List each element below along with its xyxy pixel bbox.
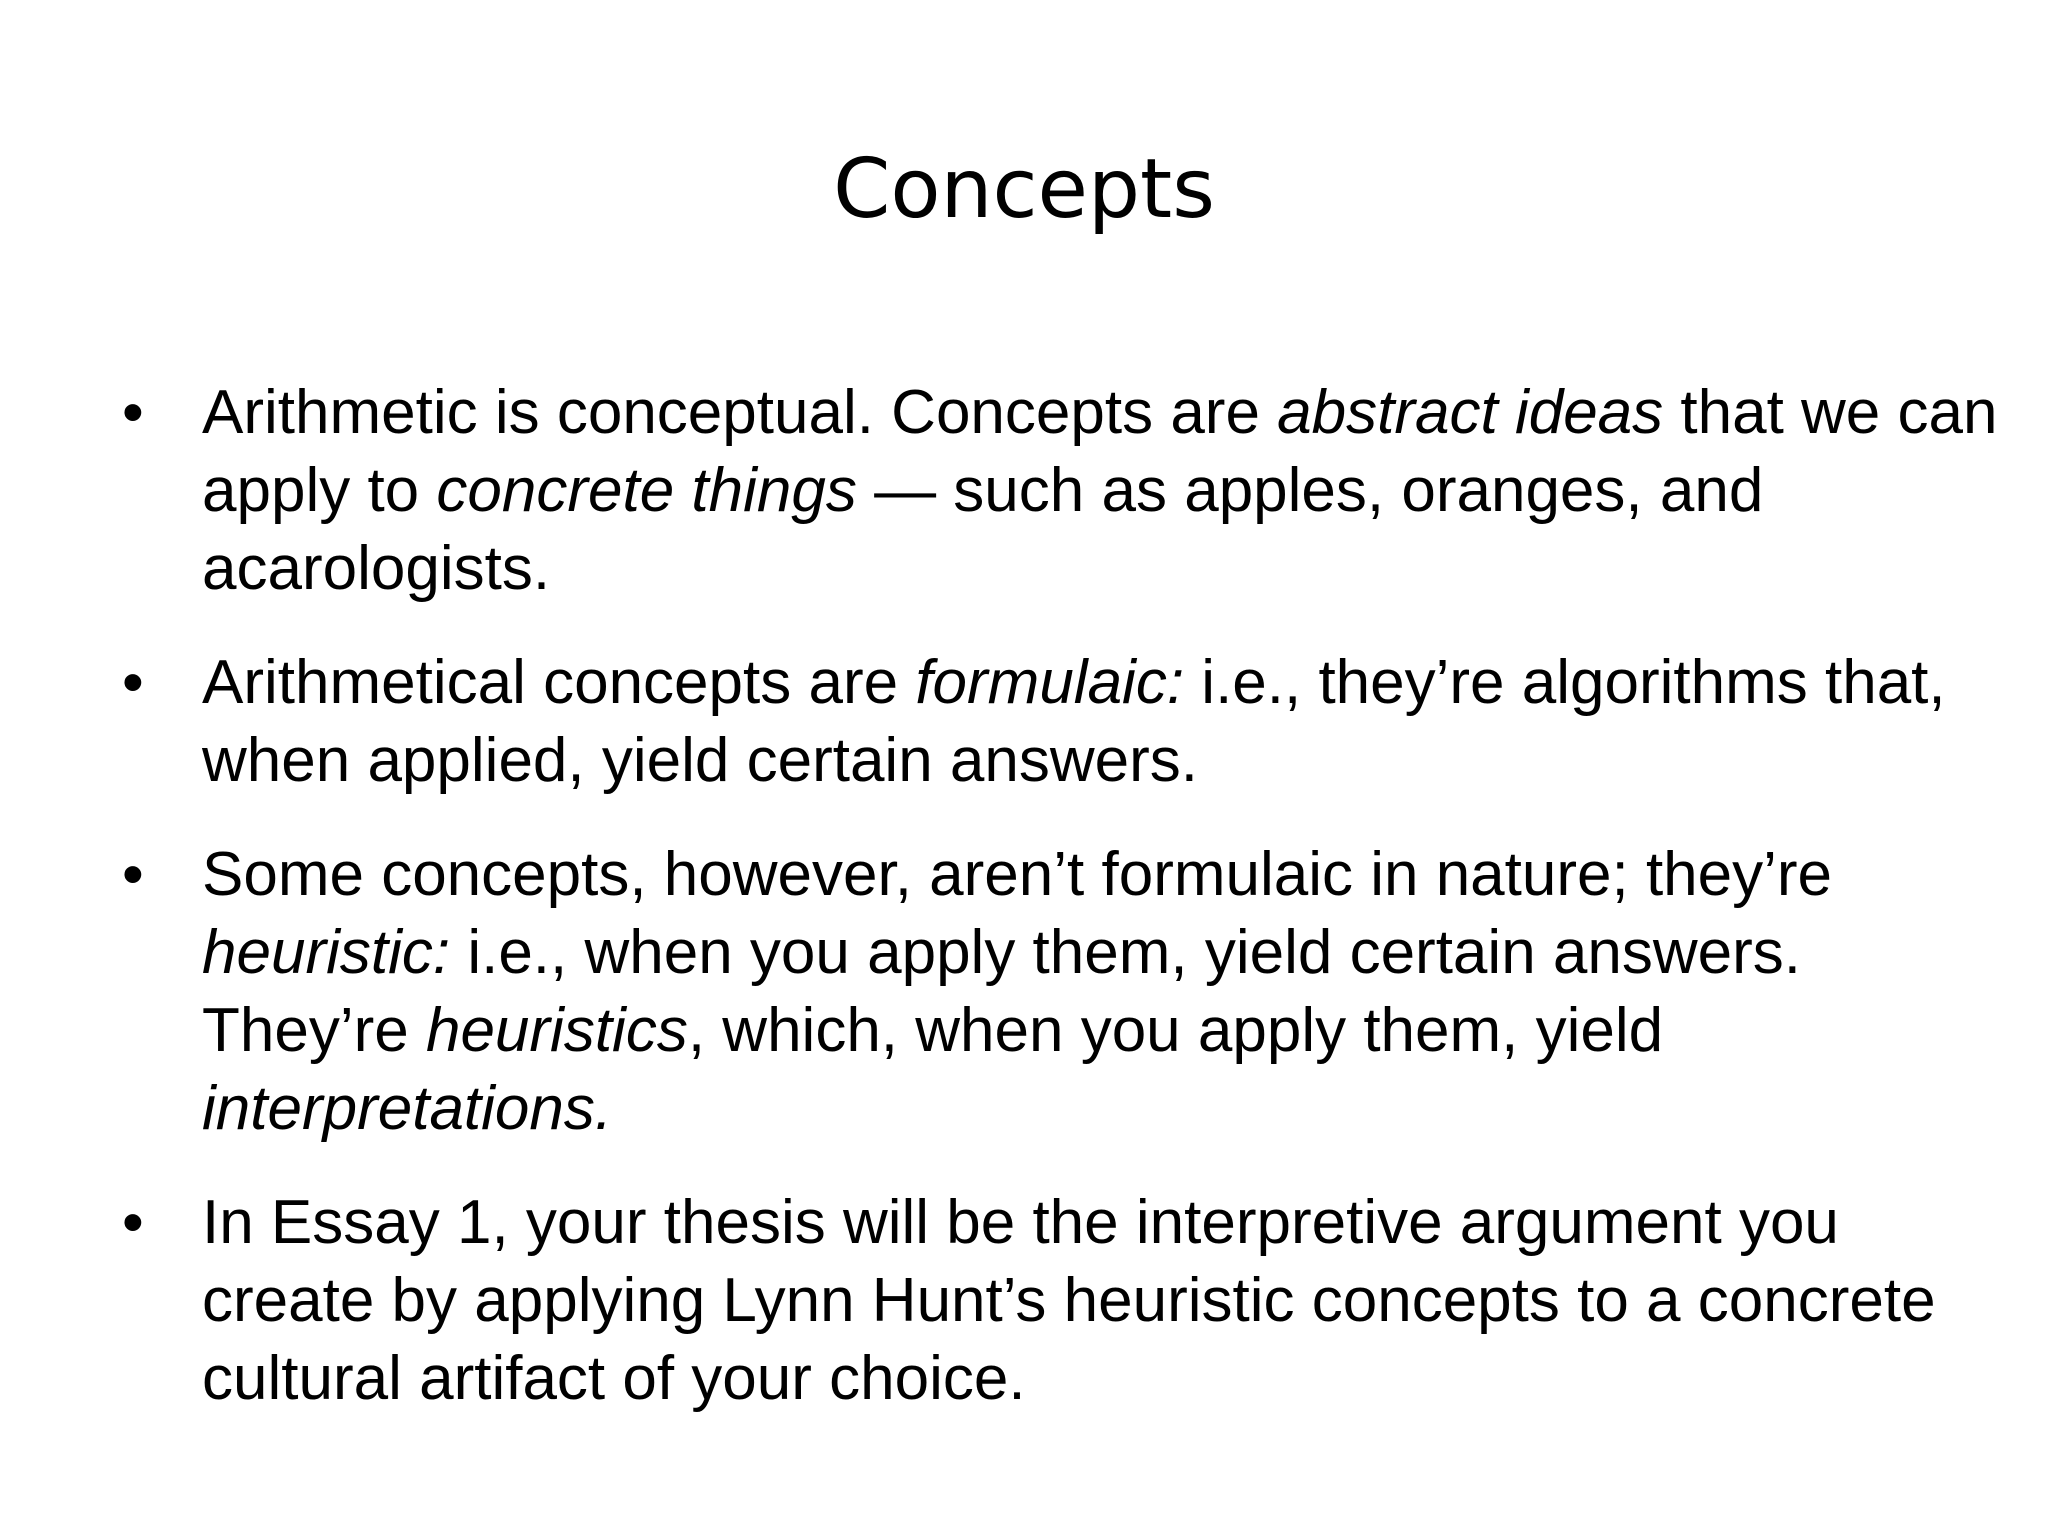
bullet-emphasis: abstract ideas xyxy=(1277,378,1664,447)
bullet-segment: i.e., they’re algorithms that, when applied, yield certain answers. xyxy=(202,648,1946,795)
bullet-list xyxy=(122,374,2002,1454)
bullet-segment: , which, when you apply them, yield xyxy=(687,996,1664,1065)
bullet-emphasis: formulaic: xyxy=(915,648,1185,717)
bullet-segment: that we can apply to xyxy=(202,378,1998,525)
bullet-text xyxy=(202,1184,2002,1418)
bullet-emphasis: interpretations. xyxy=(202,1074,613,1143)
bullet-item xyxy=(122,836,2002,1148)
bullet-emphasis: heuristic: xyxy=(202,918,451,987)
bullet-item xyxy=(122,1184,2002,1418)
bullet-marker: • xyxy=(122,1188,144,1257)
bullet-item xyxy=(122,644,2002,800)
bullet-text xyxy=(202,644,2002,800)
bullet-segment: Some concepts, however, aren’t formulaic in nature; they’re xyxy=(202,840,1833,909)
bullet-text xyxy=(202,836,2002,1148)
bullet-segment: Arithmetical concepts are xyxy=(202,648,916,717)
bullet-segment: — such as apples, oranges, and acarologists. xyxy=(202,456,1764,603)
bullet-marker: • xyxy=(122,840,144,909)
bullet-segment: Arithmetic is conceptual. Concepts are xyxy=(202,378,1278,447)
bullet-item xyxy=(122,374,2002,608)
bullet-emphasis: concrete things xyxy=(436,456,857,525)
bullet-segment: i.e., when you apply them, yield certain answers. They’re xyxy=(202,918,1801,1065)
slide-title: Concepts xyxy=(833,142,1215,237)
bullet-text xyxy=(202,374,2002,608)
bullet-marker: • xyxy=(122,378,144,447)
bullet-segment: In Essay 1, your thesis will be the interpretive argument you create by applying Lynn Hunt’s heuristic concepts to a concrete cultural artifact of your choice. xyxy=(202,1188,1936,1413)
bullet-emphasis: heuristics xyxy=(425,996,688,1065)
bullet-marker: • xyxy=(122,648,144,717)
